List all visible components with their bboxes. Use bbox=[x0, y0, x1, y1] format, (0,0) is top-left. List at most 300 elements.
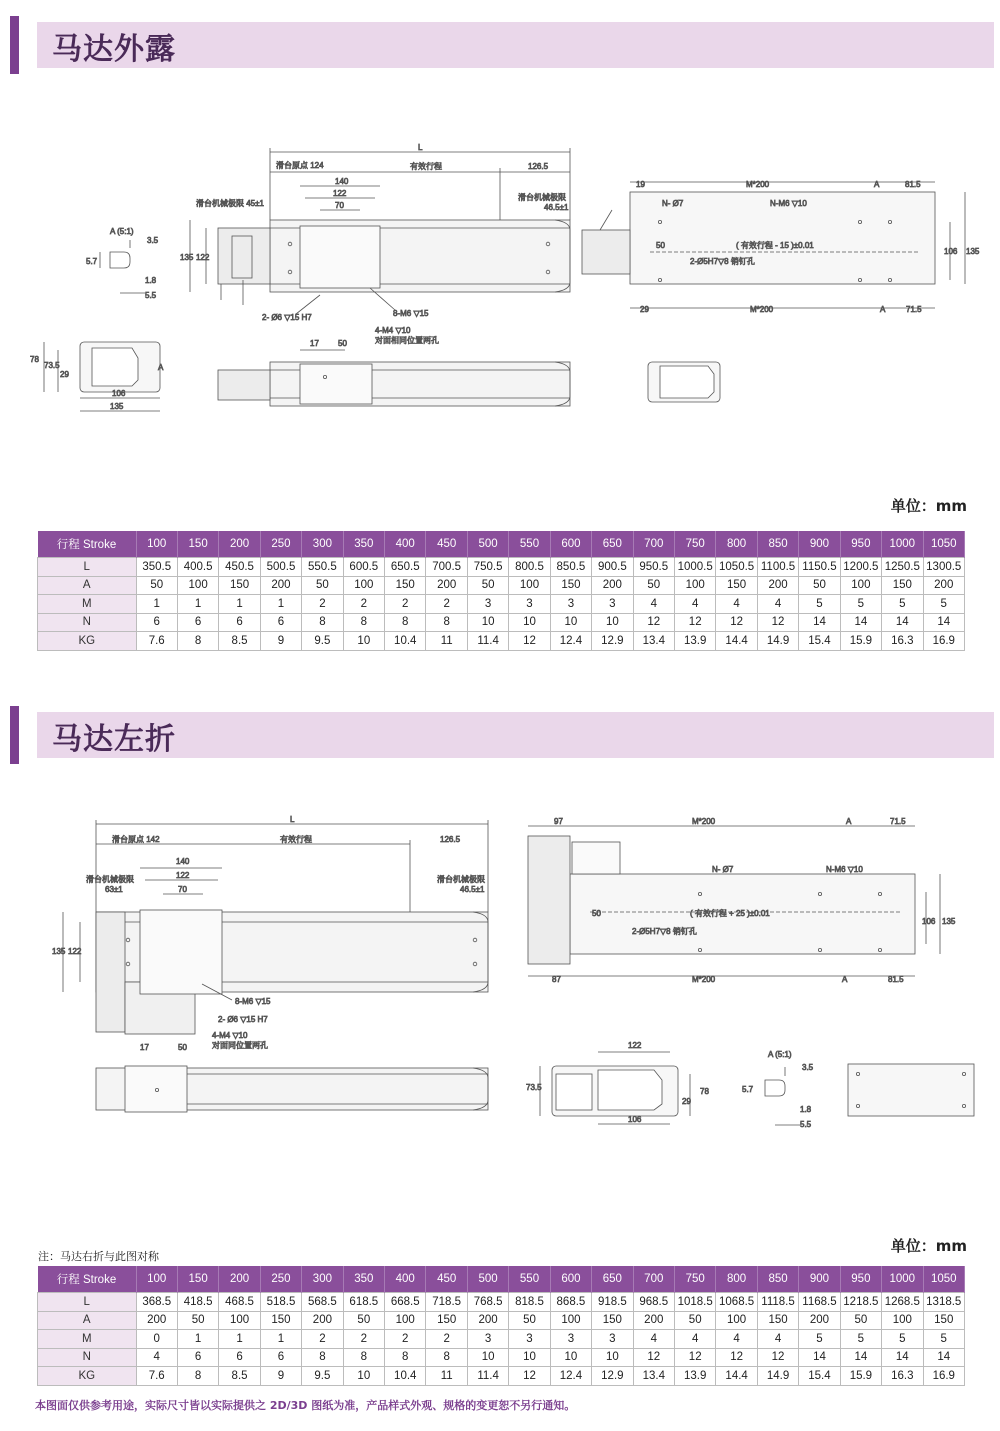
table-row bbox=[38, 632, 965, 651]
table-cell: 14 bbox=[882, 613, 923, 632]
table-cell: 6 bbox=[219, 613, 260, 632]
table-cell: 1068.5 bbox=[716, 1293, 757, 1312]
spec-table-motor-exposed bbox=[37, 531, 965, 651]
table-cell: 12 bbox=[509, 1367, 550, 1386]
dim-m4: 4-M4 ▽10 bbox=[212, 1031, 248, 1040]
table-cell: 4 bbox=[716, 595, 757, 614]
stroke-column-header: 800 bbox=[716, 1266, 757, 1293]
dim-50-plan: 50 bbox=[592, 909, 601, 918]
table-cell: 14.9 bbox=[757, 632, 798, 651]
top-view-lower bbox=[218, 350, 570, 406]
section-header-motor-exposed bbox=[10, 16, 994, 74]
table-cell: 2 bbox=[426, 595, 467, 614]
table-cell: 10 bbox=[550, 1348, 591, 1367]
table-cell: 900.5 bbox=[592, 558, 633, 577]
table-cell: 200 bbox=[467, 1311, 508, 1330]
stroke-column-header: 600 bbox=[550, 1266, 591, 1293]
table-cell: 868.5 bbox=[550, 1293, 591, 1312]
dim-5-7: 5.7 bbox=[86, 257, 98, 266]
table-cell: 11.4 bbox=[467, 632, 508, 651]
table-cell: 1 bbox=[219, 1330, 260, 1349]
dim-81-5: 81.5 bbox=[905, 180, 921, 189]
dim-73-5: 73.5 bbox=[526, 1083, 542, 1092]
dim-a-top: A bbox=[846, 817, 852, 826]
table-cell: 6 bbox=[219, 1348, 260, 1367]
table-cell: 50 bbox=[799, 576, 840, 595]
stroke-column-header: 200 bbox=[219, 531, 260, 558]
table-cell: 50 bbox=[674, 1311, 715, 1330]
table-cell: 5 bbox=[923, 595, 964, 614]
dim-122: 122 bbox=[333, 189, 347, 198]
dim-5-7: 5.7 bbox=[742, 1085, 754, 1094]
dim-29: 29 bbox=[60, 370, 69, 379]
table-cell: 8.5 bbox=[219, 1367, 260, 1386]
section-header-band bbox=[37, 712, 994, 758]
table-cell: 13.9 bbox=[674, 1367, 715, 1386]
dim-m6: 8-M6 ▽15 bbox=[235, 997, 271, 1006]
table-cell: 668.5 bbox=[385, 1293, 426, 1312]
table-cell: 2 bbox=[343, 595, 384, 614]
table-cell: 10 bbox=[467, 1348, 508, 1367]
dim-origin: 滑台原点 124 bbox=[276, 161, 324, 170]
dim-a-top: A bbox=[874, 180, 880, 189]
table-cell: 13.4 bbox=[633, 632, 674, 651]
stroke-column-header: 800 bbox=[716, 531, 757, 558]
stroke-column-header: 100 bbox=[136, 531, 177, 558]
table-cell: 2 bbox=[302, 1330, 343, 1349]
stroke-column-header: 500 bbox=[467, 1266, 508, 1293]
table-cell: 12.4 bbox=[550, 632, 591, 651]
table-cell: 1250.5 bbox=[882, 558, 923, 577]
stroke-column-header: 850 bbox=[757, 531, 798, 558]
table-row bbox=[38, 576, 965, 595]
table-cell: 700.5 bbox=[426, 558, 467, 577]
table-cell: 200 bbox=[302, 1311, 343, 1330]
table-cell: 13.4 bbox=[633, 1367, 674, 1386]
table-cell: 14 bbox=[840, 613, 881, 632]
table-cell: 1100.5 bbox=[757, 558, 798, 577]
stroke-column-header: 850 bbox=[757, 1266, 798, 1293]
table-cell: 150 bbox=[757, 1311, 798, 1330]
dim-m-200-bottom: M*200 bbox=[750, 305, 774, 314]
table-cell: 50 bbox=[136, 576, 177, 595]
row-label: KG bbox=[38, 1367, 137, 1386]
dim-pin-holes: 2-Ø5H7▽8 销钉孔 bbox=[632, 927, 697, 936]
detail-a-view bbox=[765, 1067, 800, 1125]
table-cell: 12 bbox=[716, 613, 757, 632]
dim-71-5: 71.5 bbox=[890, 817, 906, 826]
dim-106: 106 bbox=[112, 389, 126, 398]
dim-n-7: N- Ø7 bbox=[662, 199, 684, 208]
dim-3-5: 3.5 bbox=[147, 236, 159, 245]
table-cell: 4 bbox=[757, 1330, 798, 1349]
table-cell: 11 bbox=[426, 1367, 467, 1386]
dim-71-5: 71.5 bbox=[906, 305, 922, 314]
dim-50: 50 bbox=[338, 339, 347, 348]
row-label: L bbox=[38, 1293, 137, 1312]
table-cell: 16.9 bbox=[923, 1367, 964, 1386]
table-cell: 10 bbox=[509, 1348, 550, 1367]
stroke-column-header: 500 bbox=[467, 531, 508, 558]
dim-122-end: 122 bbox=[628, 1041, 642, 1050]
drawing-motor-exposed bbox=[0, 130, 1000, 430]
dim-106-plan: 106 bbox=[922, 917, 936, 926]
dim-mech-limit-left: 滑台机械极限 bbox=[86, 875, 134, 884]
stroke-column-header: 750 bbox=[674, 531, 715, 558]
table-cell: 8 bbox=[426, 613, 467, 632]
stroke-column-header: 700 bbox=[633, 531, 674, 558]
table-cell: 6 bbox=[260, 1348, 301, 1367]
table-cell: 200 bbox=[426, 576, 467, 595]
table-cell: 418.5 bbox=[177, 1293, 218, 1312]
table-cell: 14 bbox=[840, 1348, 881, 1367]
table-cell: 4 bbox=[674, 1330, 715, 1349]
table-cell: 150 bbox=[716, 576, 757, 595]
table-cell: 0 bbox=[136, 1330, 177, 1349]
table-cell: 10.4 bbox=[385, 1367, 426, 1386]
table-cell: 200 bbox=[757, 576, 798, 595]
dim-m4: 4-M4 ▽10 bbox=[375, 326, 411, 335]
dim-pin-hole: 2- Ø6 ▽15 H7 bbox=[218, 1015, 268, 1024]
table-cell: 14.4 bbox=[716, 1367, 757, 1386]
table-cell: 50 bbox=[467, 576, 508, 595]
table-cell: 7.6 bbox=[136, 1367, 177, 1386]
table-cell: 150 bbox=[260, 1311, 301, 1330]
stroke-column-header: 450 bbox=[426, 1266, 467, 1293]
table-cell: 8 bbox=[302, 1348, 343, 1367]
table-cell: 10 bbox=[467, 613, 508, 632]
table-cell: 3 bbox=[509, 595, 550, 614]
table-cell: 50 bbox=[177, 1311, 218, 1330]
end-view-right bbox=[648, 362, 720, 402]
table-cell: 2 bbox=[343, 1330, 384, 1349]
table-cell: 15.4 bbox=[799, 632, 840, 651]
table-cell: 468.5 bbox=[219, 1293, 260, 1312]
table-cell: 100 bbox=[509, 576, 550, 595]
table-cell: 12 bbox=[633, 1348, 674, 1367]
stroke-column-header: 550 bbox=[509, 531, 550, 558]
dim-17: 17 bbox=[310, 339, 319, 348]
table-cell: 450.5 bbox=[219, 558, 260, 577]
stroke-column-header: 650 bbox=[592, 531, 633, 558]
dim-n-m6: N-M6 ▽10 bbox=[770, 199, 807, 208]
table-cell: 8 bbox=[177, 1367, 218, 1386]
table-cell: 150 bbox=[923, 1311, 964, 1330]
stroke-column-header: 1050 bbox=[923, 531, 964, 558]
table-cell: 10 bbox=[509, 613, 550, 632]
table-cell: 4 bbox=[674, 595, 715, 614]
table-cell: 5 bbox=[882, 595, 923, 614]
section-header-band bbox=[37, 22, 994, 68]
table-cell: 3 bbox=[467, 595, 508, 614]
dim-73-5: 73.5 bbox=[44, 361, 60, 370]
stroke-column-header: 750 bbox=[674, 1266, 715, 1293]
dim-126: 126.5 bbox=[528, 162, 549, 171]
table-cell: 5 bbox=[840, 1330, 881, 1349]
dim-135: 135 bbox=[180, 253, 194, 262]
stroke-column-header: 150 bbox=[177, 1266, 218, 1293]
dim-19: 19 bbox=[636, 180, 645, 189]
table-cell: 718.5 bbox=[426, 1293, 467, 1312]
row-label: A bbox=[38, 576, 137, 595]
table-cell: 8.5 bbox=[219, 632, 260, 651]
dim-effective-tolerance: ( 有效行程 + 25 )±0.01 bbox=[690, 909, 770, 918]
dim-1-8: 1.8 bbox=[800, 1105, 812, 1114]
table-cell: 918.5 bbox=[592, 1293, 633, 1312]
section-accent-bar bbox=[10, 706, 19, 764]
table-cell: 7.6 bbox=[136, 632, 177, 651]
table-cell: 13.9 bbox=[674, 632, 715, 651]
table-cell: 2 bbox=[385, 595, 426, 614]
stroke-column-header: 650 bbox=[592, 1266, 633, 1293]
dim-mech-limit-right: 滑台机械极限 bbox=[437, 875, 485, 884]
table-cell: 3 bbox=[592, 595, 633, 614]
dim-m-200-top: M*200 bbox=[692, 817, 716, 826]
table-cell: 11.4 bbox=[467, 1367, 508, 1386]
table-row bbox=[38, 1311, 965, 1330]
table-cell: 6 bbox=[260, 613, 301, 632]
table-cell: 2 bbox=[426, 1330, 467, 1349]
table-cell: 850.5 bbox=[550, 558, 591, 577]
table-cell: 200 bbox=[592, 576, 633, 595]
dim-mech-limit-right: 滑台机械极限 bbox=[518, 193, 566, 202]
end-view bbox=[540, 1052, 690, 1124]
table-cell: 350.5 bbox=[136, 558, 177, 577]
table-cell: 50 bbox=[840, 1311, 881, 1330]
table-cell: 200 bbox=[260, 576, 301, 595]
dim-pin-holes: 2-Ø5H7▽8 销钉孔 bbox=[690, 257, 755, 266]
table-cell: 50 bbox=[509, 1311, 550, 1330]
table-cell: 2 bbox=[385, 1330, 426, 1349]
table-cell: 5 bbox=[923, 1330, 964, 1349]
dim-135: 135 bbox=[52, 947, 66, 956]
table-cell: 100 bbox=[343, 576, 384, 595]
dim-70: 70 bbox=[178, 885, 187, 894]
unit-label-2: 单位：mm bbox=[890, 1237, 967, 1255]
detail-a-view bbox=[100, 240, 145, 293]
table-cell: 10.4 bbox=[385, 632, 426, 651]
table-row bbox=[38, 613, 965, 632]
table-cell: 12.4 bbox=[550, 1367, 591, 1386]
stroke-column-header: 950 bbox=[840, 531, 881, 558]
stroke-column-header: 950 bbox=[840, 1266, 881, 1293]
plan-view-right bbox=[528, 826, 940, 976]
side-view-main bbox=[63, 820, 488, 1034]
table-cell: 15.4 bbox=[799, 1367, 840, 1386]
table-cell: 8 bbox=[302, 613, 343, 632]
stroke-column-header: 300 bbox=[302, 531, 343, 558]
dim-63: 63±1 bbox=[105, 885, 123, 894]
table-cell: 3 bbox=[509, 1330, 550, 1349]
table-cell: 100 bbox=[716, 1311, 757, 1330]
dim-3-5: 3.5 bbox=[802, 1063, 814, 1072]
dim-m6: 8-M6 ▽15 bbox=[393, 309, 429, 318]
table-cell: 1200.5 bbox=[840, 558, 881, 577]
table-cell: 12 bbox=[633, 613, 674, 632]
table-cell: 200 bbox=[799, 1311, 840, 1330]
table-cell: 8 bbox=[385, 1348, 426, 1367]
table-cell: 550.5 bbox=[302, 558, 343, 577]
table-cell: 12 bbox=[674, 613, 715, 632]
dim-L: L bbox=[290, 815, 295, 824]
dim-29: 29 bbox=[682, 1097, 691, 1106]
table-cell: 3 bbox=[592, 1330, 633, 1349]
stroke-header: 行程 Stroke bbox=[38, 531, 137, 558]
table-cell: 12 bbox=[509, 632, 550, 651]
table-cell: 6 bbox=[177, 613, 218, 632]
table-cell: 3 bbox=[467, 1330, 508, 1349]
dim-L: L bbox=[418, 143, 423, 152]
table-cell: 10 bbox=[550, 613, 591, 632]
table-cell: 518.5 bbox=[260, 1293, 301, 1312]
table-cell: 1000.5 bbox=[674, 558, 715, 577]
table-cell: 750.5 bbox=[467, 558, 508, 577]
disclaimer-footer: 本图面仅供参考用途，实际尺寸皆以实际提供之 2D/3D 图纸为准，产品样式外观、规格的变更恕不另行通知。 bbox=[35, 1399, 576, 1412]
table-cell: 14 bbox=[799, 1348, 840, 1367]
table-cell: 150 bbox=[426, 1311, 467, 1330]
table-cell: 400.5 bbox=[177, 558, 218, 577]
table-cell: 8 bbox=[177, 632, 218, 651]
dim-70: 70 bbox=[335, 201, 344, 210]
table-cell: 11 bbox=[426, 632, 467, 651]
table-cell: 100 bbox=[385, 1311, 426, 1330]
table-cell: 16.3 bbox=[882, 632, 923, 651]
table-cell: 6 bbox=[136, 613, 177, 632]
table-cell: 12 bbox=[674, 1348, 715, 1367]
table-cell: 10 bbox=[592, 613, 633, 632]
stroke-column-header: 1000 bbox=[882, 1266, 923, 1293]
label-a-marker: A bbox=[158, 363, 164, 372]
dim-5-5: 5.5 bbox=[145, 291, 157, 300]
table-cell: 100 bbox=[550, 1311, 591, 1330]
dim-140: 140 bbox=[335, 177, 349, 186]
table-cell: 1 bbox=[177, 595, 218, 614]
table-cell: 3 bbox=[550, 595, 591, 614]
dim-1-8: 1.8 bbox=[145, 276, 157, 285]
table-cell: 100 bbox=[840, 576, 881, 595]
table-cell: 800.5 bbox=[509, 558, 550, 577]
table-cell: 1 bbox=[260, 595, 301, 614]
dim-a-bottom: A bbox=[842, 975, 848, 984]
table-cell: 568.5 bbox=[302, 1293, 343, 1312]
dim-a-bottom: A bbox=[880, 305, 886, 314]
dim-46-5: 46.5±1 bbox=[544, 203, 569, 212]
table-cell: 10 bbox=[343, 632, 384, 651]
dim-126: 126.5 bbox=[440, 835, 461, 844]
table-cell: 150 bbox=[882, 576, 923, 595]
table-cell: 150 bbox=[219, 576, 260, 595]
dim-m-200-bottom: M*200 bbox=[692, 975, 716, 984]
dim-n-m6: N-M6 ▽10 bbox=[826, 865, 863, 874]
stroke-column-header: 250 bbox=[260, 1266, 301, 1293]
table-cell: 14.4 bbox=[716, 632, 757, 651]
table-cell: 768.5 bbox=[467, 1293, 508, 1312]
end-view-right bbox=[848, 1064, 974, 1116]
dim-pin-hole: 2- Ø6 ▽15 H7 bbox=[262, 313, 312, 322]
table-cell: 14 bbox=[923, 1348, 964, 1367]
detail-a-label: A (5:1) bbox=[768, 1050, 792, 1059]
table-cell: 1268.5 bbox=[882, 1293, 923, 1312]
table-cell: 9.5 bbox=[302, 632, 343, 651]
table-cell: 4 bbox=[716, 1330, 757, 1349]
table-cell: 4 bbox=[757, 595, 798, 614]
table-cell: 14 bbox=[882, 1348, 923, 1367]
table-cell: 1300.5 bbox=[923, 558, 964, 577]
table-cell: 950.5 bbox=[633, 558, 674, 577]
stroke-column-header: 600 bbox=[550, 531, 591, 558]
stroke-column-header: 250 bbox=[260, 531, 301, 558]
row-label: N bbox=[38, 613, 137, 632]
table-cell: 12 bbox=[757, 613, 798, 632]
table-row bbox=[38, 1293, 965, 1312]
table-cell: 200 bbox=[136, 1311, 177, 1330]
dim-origin: 滑台原点 142 bbox=[112, 835, 160, 844]
stroke-column-header: 900 bbox=[799, 531, 840, 558]
table-row bbox=[38, 1330, 965, 1349]
table-cell: 9 bbox=[260, 632, 301, 651]
dim-46-5: 46.5±1 bbox=[460, 885, 485, 894]
section-header-motor-left-fold bbox=[10, 706, 994, 764]
table-cell: 150 bbox=[550, 576, 591, 595]
dim-effective-tolerance: ( 有效行程 - 15 )±0.01 bbox=[736, 241, 814, 250]
table-cell: 1018.5 bbox=[674, 1293, 715, 1312]
table-cell: 100 bbox=[177, 576, 218, 595]
row-label: KG bbox=[38, 632, 137, 651]
table-cell: 100 bbox=[674, 576, 715, 595]
table-cell: 12 bbox=[757, 1348, 798, 1367]
table-cell: 4 bbox=[633, 1330, 674, 1349]
dim-5-5: 5.5 bbox=[800, 1120, 812, 1129]
stroke-column-header: 100 bbox=[136, 1266, 177, 1293]
row-label: L bbox=[38, 558, 137, 577]
table-cell: 50 bbox=[343, 1311, 384, 1330]
spec-table-motor-left-fold bbox=[37, 1266, 965, 1386]
table-cell: 14 bbox=[923, 613, 964, 632]
table-cell: 500.5 bbox=[260, 558, 301, 577]
table-cell: 100 bbox=[219, 1311, 260, 1330]
row-label: A bbox=[38, 1311, 137, 1330]
dim-78: 78 bbox=[700, 1087, 709, 1096]
table-cell: 1 bbox=[136, 595, 177, 614]
table-cell: 50 bbox=[302, 576, 343, 595]
table-cell: 8 bbox=[343, 1348, 384, 1367]
table-cell: 1050.5 bbox=[716, 558, 757, 577]
table-cell: 15.9 bbox=[840, 1367, 881, 1386]
table-cell: 200 bbox=[923, 576, 964, 595]
dim-122-vertical: 122 bbox=[196, 253, 210, 262]
table-cell: 1218.5 bbox=[840, 1293, 881, 1312]
table-cell: 150 bbox=[592, 1311, 633, 1330]
table-cell: 618.5 bbox=[343, 1293, 384, 1312]
top-view-lower bbox=[96, 1066, 488, 1112]
table-cell: 1 bbox=[177, 1330, 218, 1349]
table-cell: 8 bbox=[343, 613, 384, 632]
table-cell: 14.9 bbox=[757, 1367, 798, 1386]
table-row bbox=[38, 558, 965, 577]
stroke-column-header: 1000 bbox=[882, 531, 923, 558]
table-cell: 1168.5 bbox=[799, 1293, 840, 1312]
table-header-row bbox=[38, 1266, 965, 1293]
dim-mech-limit-left: 滑台机械极限 45±1 bbox=[196, 199, 264, 208]
table-cell: 2 bbox=[302, 595, 343, 614]
dim-122: 122 bbox=[176, 871, 190, 880]
table-cell: 10 bbox=[343, 1367, 384, 1386]
table-cell: 600.5 bbox=[343, 558, 384, 577]
table-cell: 5 bbox=[882, 1330, 923, 1349]
table-cell: 14 bbox=[799, 613, 840, 632]
table-cell: 1118.5 bbox=[757, 1293, 798, 1312]
stroke-column-header: 300 bbox=[302, 1266, 343, 1293]
